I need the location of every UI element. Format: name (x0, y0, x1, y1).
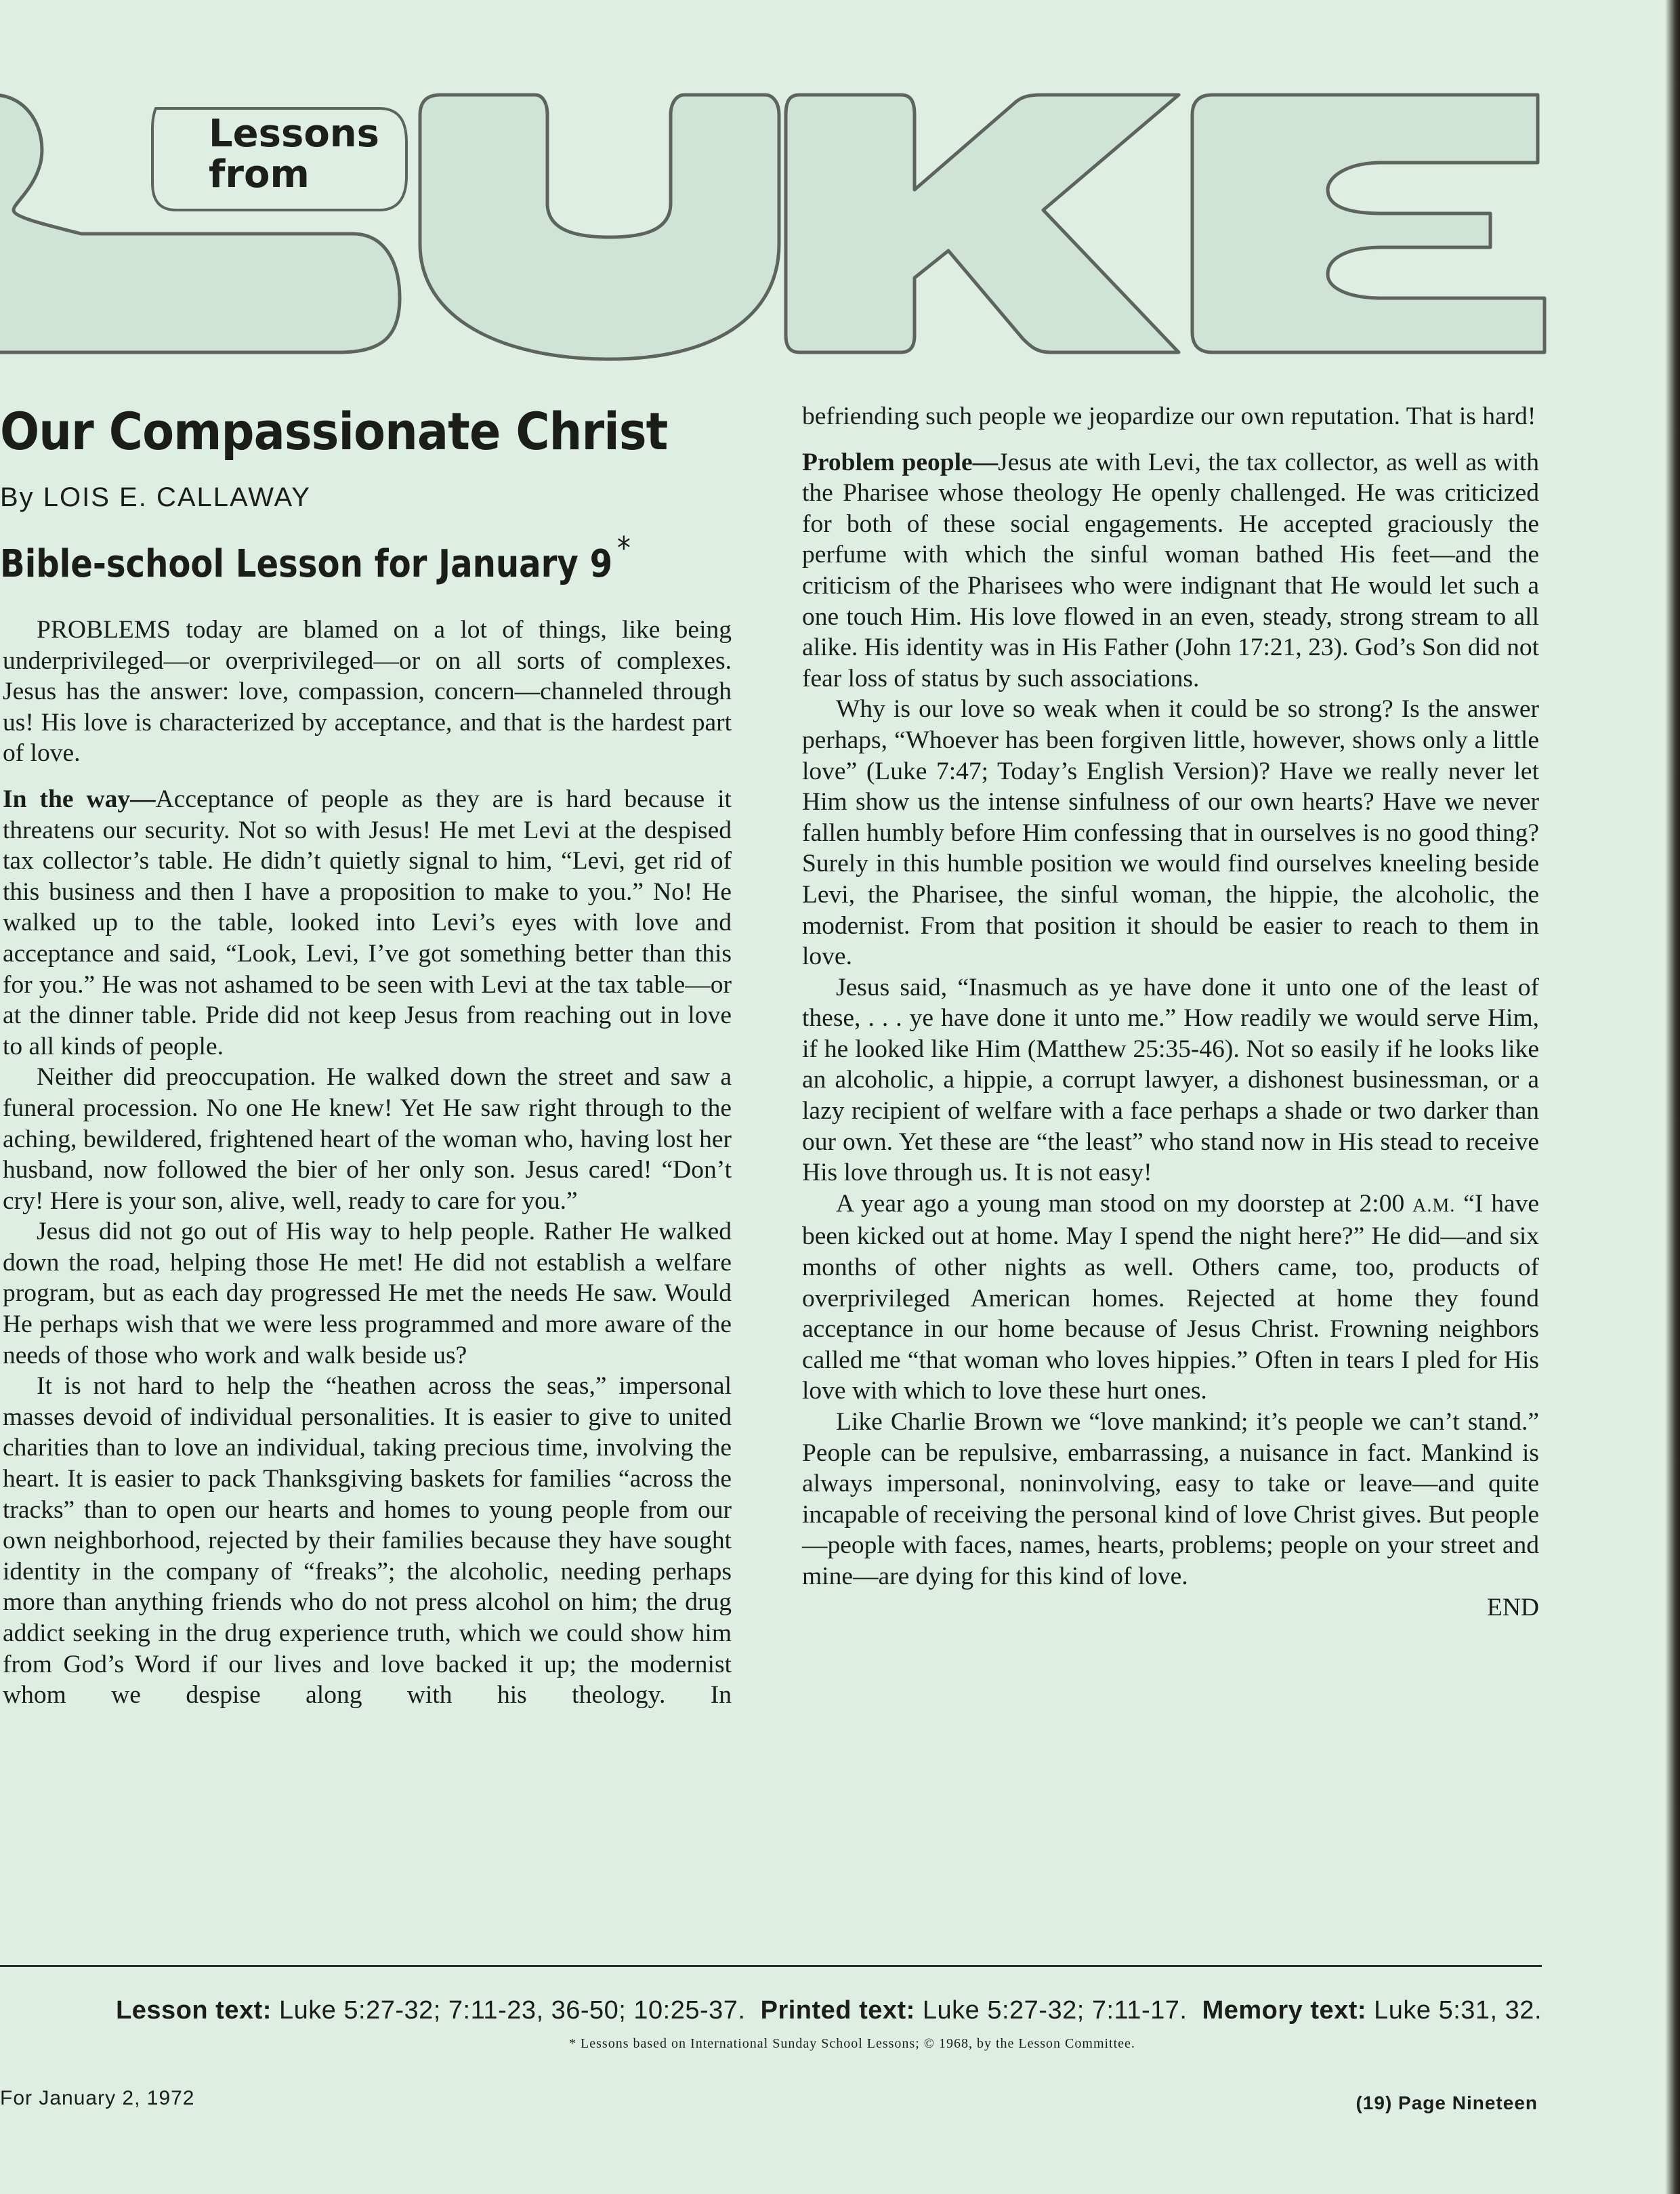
paragraph (3, 1371, 732, 1711)
paragraph-text: Why is our love so weak when it could be so strong? Is the answer perhaps, “Whoever has been forgiven little, however, shows only a little love” (Luke 7:47; Today’s English Version)? Have we really never let Him show us the intense sinfulness of our own hearts? Have we never fallen humbly before Him confessing that in ourselves is no good thing? Surely in this humble position we would find ourselves kneeling beside Levi, the Pharisee, the sinful woman, the hippie, the alcoholic, the modernist. From that position it should be easier to reach to them in love. (802, 695, 1539, 971)
paragraph (802, 972, 1539, 1188)
memory-text-label: Memory text: (1202, 1996, 1367, 2025)
paragraph-lead: Problem people— (802, 448, 999, 476)
printed-text-label: Printed text: (760, 1996, 915, 2025)
paragraph-text: Jesus did not go out of His way to help people. Rather He walked down the road, helping those He met! He did not establish a welfare program, but as each day progressed He met the needs He saw. Would He perhaps wish that we were less programmed and more aware of the needs of those who work and walk beside us? (3, 1218, 732, 1369)
paragraph-text: A year ago a young man stood on my doorstep at 2:00 (836, 1189, 1405, 1218)
lesson-text-value: Luke 5:27-32; 7:11-23, 36-50; 10:25-37. (278, 1996, 746, 2025)
page-edge-shadow (1665, 0, 1680, 2194)
paragraph-text: Neither did preoccupation. He walked down the street and saw a funeral procession. No one He knew! Yet He saw right through to the aching, bewildered, frightened heart of the woman who, having lost her husband, now followed the bier of her only son. Jesus cared! “Don’t cry! Here is your son, alive, well, ready to care for you.” (3, 1063, 732, 1215)
paragraph (802, 1188, 1539, 1407)
lesson-heading (0, 530, 631, 586)
lesson-references (0, 1996, 1542, 2025)
paragraph-text: befriending such people we jeopardize our own reputation. That is hard! (802, 402, 1536, 430)
memory-text-value: Luke 5:31, 32. (1374, 1996, 1542, 2025)
paragraph-lead: In the way— (3, 785, 156, 813)
paragraph (3, 784, 732, 1062)
end-mark-text: END (1486, 1593, 1539, 1621)
paragraph-text: It is not hard to help the “heathen across the seas,” impersonal masses devoid of individual personalities. It is easier to give to united charities than to love an individual, taking precious time, involving the heart. It is easier to pack Thanksgiving baskets for families “across the tracks” than to open our hearts and homes to young people from our own neighborhood, rejected by their families because they have sought identity in the company of “freaks”; the alcoholic, needing perhaps more than anything friends who do not press alcohol on him; the drug addict seeking in the drug experience truth, which we could show him from God’s Word if our lives and love backed it up; the modernist whom we despise along with his theology. In (3, 1372, 732, 1710)
time-suffix: A.M. (1412, 1195, 1456, 1216)
banner-letter-k (786, 95, 1179, 352)
paragraph-text: Acceptance of people as they are is hard because it threatens our security. Not so with Jesus! He met Levi at the despised tax collector’s table. He didn’t quietly signal to him, “Levi, get rid of this business and then I have a proposition to make to you.” No! He walked up to the table, looked into Levi’s eyes with love and acceptance and said, “Look, Levi, I’ve got something better than this for you.” He was not ashamed to be seen with Levi at the tax table—or at the dinner table. Pride did not keep Jesus from reaching out in love to all kinds of people. (3, 785, 732, 1060)
lesson-text-label: Lesson text: (116, 1996, 272, 2025)
right-column (802, 401, 1539, 1623)
lesson-heading-asterisk: * (616, 530, 631, 566)
end-mark (802, 1592, 1539, 1623)
paragraph (3, 615, 732, 769)
lesson-heading-text: Bible-school Lesson for January 9 (0, 542, 613, 586)
paragraph (802, 1407, 1539, 1592)
left-column (3, 615, 732, 1711)
byline: By LOIS E. CALLAWAY (0, 482, 311, 512)
paragraph (802, 447, 1539, 695)
banner-subtitle (209, 114, 379, 195)
printed-text-value: Luke 5:27-32; 7:11-17. (922, 1996, 1188, 2025)
issue-date: For January 2, 1972 (0, 2087, 195, 2109)
paragraph-text-cont: “I have been kicked out at home. May I spend the night here?” He did—and six months of other nights as well. Others came, too, products of overprivileged American homes. Rejected at home they found acceptance in our home because of Jesus Christ. Frowning neighbors called me “that woman who loves hippies.” Often in tears I pled for His love with which to love these hurt ones. (802, 1189, 1540, 1405)
footer-divider (0, 1965, 1542, 1967)
banner-letter-e (1192, 95, 1545, 352)
paragraph (3, 1216, 732, 1371)
article-title: Our Compassionate Christ (0, 401, 668, 461)
paragraph (802, 694, 1539, 972)
banner-letter-u (420, 95, 779, 359)
page-number: (19) Page Nineteen (1356, 2092, 1538, 2113)
paragraph (802, 401, 1539, 432)
paragraph-text: Jesus ate with Levi, the tax collector, as well as with the Pharisee whose theology He openly challenged. He was criticized for both of these social engagements. He accepted graciously the perfume with which the sinful woman bathed His feet—and the criticism of the Pharisees who were indignant that He would let such a one touch Him. His love flowed in an even, steady, strong stream to all alike. His identity was in His Father (John 17:21, 23). God’s Son did not fear loss of status by such associations. (802, 448, 1540, 692)
paragraph-text: Like Charlie Brown we “love mankind; it’s people we can’t stand.” People can be repulsive, embarrassing, a nuisance in fact. Mankind is always impersonal, noninvolving, easy to take or leave—and quite incapable of receiving the personal kind of love Christ gives. But people—people with faces, names, hearts, problems; people on your street and mine—are dying for this kind of love. (802, 1408, 1539, 1590)
banner-subtitle-line1: Lessons (209, 112, 379, 156)
paragraph-text: PROBLEMS today are blamed on a lot of things, like being underprivileged—or overprivileged—or on all sorts of complexes. Jesus has the answer: love, compassion, concern—channeled through us! His love is characterized by acceptance, and that is the hardest part of love. (3, 616, 732, 768)
paragraph-text: Jesus said, “Inasmuch as ye have done it unto one of the least of these, . . . ye have done it unto me.” How readily we would serve Him, if he looked like Him (Matthew 25:35-46). Not so easily if he looks like an alcoholic, a hippie, a corrupt lawyer, a dishonest businessman, or a lazy recipient of welfare with a face perhaps a shade or two darker than our own. Yet these are “the least” who stand now in His stead to receive His love through us. It is not easy! (802, 973, 1539, 1187)
footnote: * Lessons based on International Sunday School Lessons; © 1968, by the Lesson Committee. (569, 2036, 1135, 2051)
paragraph (3, 1062, 732, 1216)
banner-subtitle-line2: from (209, 152, 310, 196)
